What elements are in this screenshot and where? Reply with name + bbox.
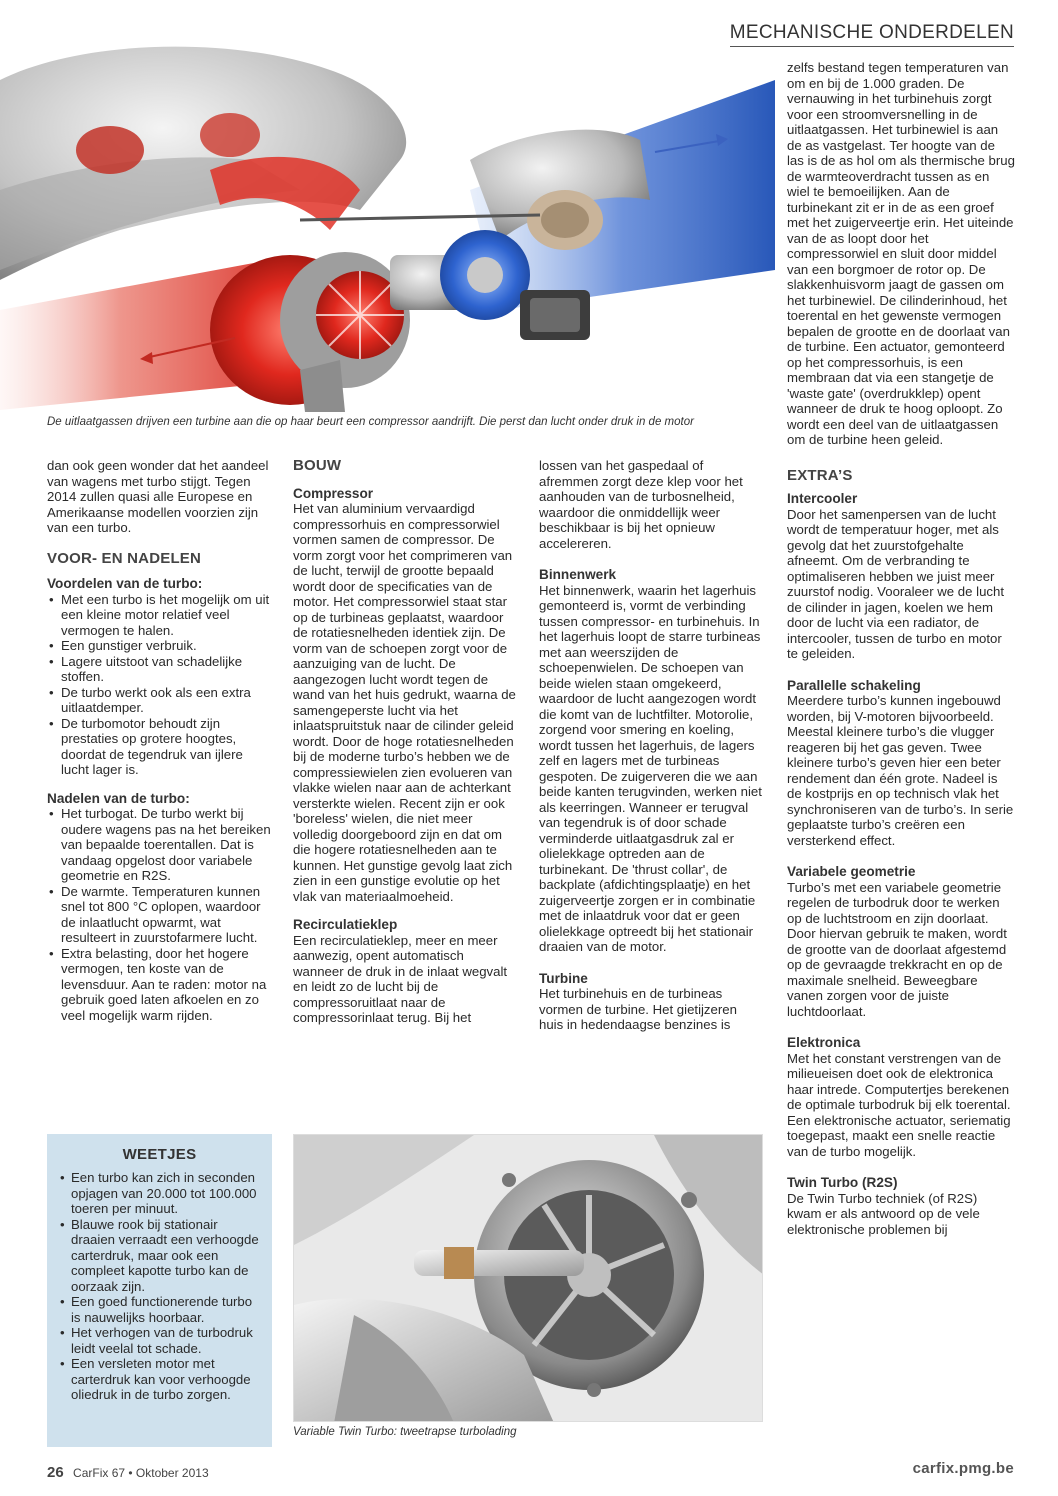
weetjes-title: WEETJES: [122, 1146, 197, 1163]
figure1-caption: De uitlaatgassen drijven een turbine aan die op haar beurt een compressor aandrijft. Die perst dan lucht onder druk in de motor: [47, 416, 694, 428]
list-item: • Met een turbo is het mogelijk om uit een kleine motor relatief veel vermogen te halen.: [47, 592, 272, 639]
list-item: • De turbomotor behoudt zijn prestaties op grotere hoogtes, doordat de tegendruk van ijlere lucht lager is.: [47, 716, 272, 778]
binnenwerk-text: Het binnenwerk, waarin het lagerhuis gemonteerd is, vormt de verbinding tussen compressor- en turbinehuis. In het lagerhuis loopt de starre turbineas met aan weerszijden de schoepenwielen. De schoepen van beide wielen staan omgekeerd, waardoor de lucht aangezogen wordt die komt van de luchtfilter. Motorolie, zorgend voor smering en koeling, wordt tussen het lagerhuis, de lagers zelf en lagers met de turbineas gespoten. De zuigerveren die we aan beide kanten terugvinden, werken niet als keerringen. Wanneer er terugval van tegendruk is of door schade verminderde uitlaatgasdruk zal er olielekkage optreden aan de turbinekant. De 'thrust collar', de backplate (afdichtingsplaatje) en het zuigerveertje zorgen er in combinatie met de inlaatdruk voor dat er geen olielekkage optreedt bij het stationair draaien van de motor.: [539, 582, 762, 954]
vargeo-title: Variabele geometrie: [787, 864, 916, 879]
list-item: • Extra belasting, door het hogere vermogen, ten koste van de levensduur. Aan te raden: motor na gebruik goed laten afkoelen en zo veel mogelijk warm rijden.: [47, 946, 272, 1024]
page-number: 26: [47, 1464, 64, 1481]
elektronica-title: Elektronica: [787, 1035, 861, 1050]
list-item: • Lagere uitstoot van schadelijke stoffen.: [47, 654, 272, 685]
figure2-caption: Variable Twin Turbo: tweetrapse turbolading: [293, 1426, 517, 1438]
turbine-title: Turbine: [539, 970, 588, 986]
heading-bouw: BOUW: [293, 457, 342, 474]
weetjes-box: [47, 1134, 272, 1447]
column-2: [293, 458, 518, 1026]
column-4: [787, 60, 1015, 1237]
recirc-title: Recirculatieklep: [293, 917, 398, 932]
vargeo-text: Turbo’s met een variabele geometrie regelen de turbodruk door te werken op de luchtstroom en zijn doorlaat. Door hiervan gebruik te maken, wordt de grootte van de doorlaat afgestemd op de gevraagde trekkracht en op de maximale snelheid. Beweegbare vanen zorgen voor de juiste luchtdoorlaat.: [787, 879, 1007, 1019]
heading-extras: EXTRA’S: [787, 466, 853, 484]
weetjes-list: [59, 1170, 260, 1403]
binnenwerk-title: Binnenwerk: [539, 567, 617, 582]
list-item: • Het verhogen van de turbodruk leidt veelal tot schade.: [59, 1325, 260, 1356]
list-item: • Een gunstiger verbruik.: [47, 638, 272, 654]
col1-intro: dan ook geen wonder dat het aandeel van wagens met turbo stijgt. Tegen 2014 zullen quasi alle Europese en Amerikaanse modellen voorzien zijn van een turbo.: [47, 458, 269, 535]
cons-title: Nadelen van de turbo:: [47, 790, 190, 806]
compressor-text: Het van aluminium vervaardigd compressorhuis en compressorwiel vormen samen de compressor. De vorm zorgt voor het comprimeren van de lucht, terwijl de grootte bepaald wordt door de specificaties van de motor. Het compressorwiel staat star op de turbineas geplaatst, waardoor de rotatiesnelheden identiek zijn. De vorm van de schoepen zorgt voor de aanzuiging van de lucht. De aangezogen lucht wordt tegen de wand van het huis gedrukt, waarna de samengeperste lucht via het inlaatspruitstuk naar de cilinder geleid wordt. Door de hoge rotatiesnelheden bij de moderne turbo’s hebben we de compressiewielen zien evolueren van vlakke wielen naar aan de achterkant versterkte wielen. Recent zijn er ook 'boreless' wielen, die niet meer volledig doorgeboord zijn en dat om die hogere rotatiesnelheden aan te kunnen. Het gunstige gevolg laat zich zien in een gunstige evolutie op het vlak van materiaalmoeheid.: [293, 501, 516, 904]
heading-voor-en-nadelen: VOOR- EN NADELEN: [47, 549, 202, 567]
intercooler-title: Intercooler: [787, 491, 858, 506]
column-1: [47, 458, 272, 1023]
footer-left: [47, 1464, 209, 1481]
turbine-text: Het turbinehuis en de turbineas vormen de turbine. Het gietijzeren huis in hedendaagse benzines is: [539, 986, 737, 1032]
list-item: • Blauwe rook bij stationair draaien verraadt een verhoogde carterdruk, maar ook een compleet kapotte turbo kan de oorzaak zijn.: [59, 1217, 260, 1295]
list-item: • Een turbo kan zich in seconden opjagen van 20.000 tot 100.000 toeren per minuut.: [59, 1170, 260, 1217]
section-title: MECHANISCHE ONDERDELEN: [730, 22, 1014, 47]
twin-turbo-title: Twin Turbo (R2S): [787, 1175, 898, 1190]
website-link[interactable]: carfix.pmg.be: [912, 1460, 1014, 1477]
list-item: • Een versleten motor met carterdruk kan voor verhoogde oliedruk in de turbo zorgen.: [59, 1356, 260, 1403]
list-item: • Een goed functionerende turbo is nauwelijks hoorbaar.: [59, 1294, 260, 1325]
recirc-text: Een recirculatieklep, meer en meer aanwezig, opent automatisch wanneer de druk in de inlaat wegvalt en leidt zo de lucht bij de compressoruitlaat naar de compressorinlaat terug. Bij het: [293, 932, 508, 1025]
twin-turbo-cutaway-photo: [293, 1134, 763, 1422]
intercooler-text: Door het samenpersen van de lucht wordt de temperatuur hoger, met als gevolg dat het zuurstofgehalte afneemt. Om de verbranding te optimaliseren hebben we juist meer zuurstof nodig. Vooraleer we de lucht de cilinder in jagen, koelen we hem door de lucht via een radiator, de intercooler, tussen de turbo en motor te geleiden.: [787, 506, 1004, 661]
pros-list: [47, 592, 272, 778]
list-item: • De turbo werkt ook als een extra uitlaatdemper.: [47, 685, 272, 716]
list-item: • Het turbogat. De turbo werkt bij oudere wagens pas na het bereiken van bepaalde toerentallen. Dat is vandaag opgelost door variabele geometrie en R2S.: [47, 806, 272, 884]
col4-intro: zelfs bestand tegen temperaturen van om en bij de 1.000 graden. De vernauwing in het turbinehuis zorgt voor een stroomversnelling in de uitlaatgassen. Het turbinewiel is aan de as vastgelast. Ter hoogte van de las is de as hol om als thermische brug de warmteoverdracht tussen as en wiel te bemoeilijken. Aan de turbinekant zit er in de as een groef met het zuigerveertje erin. Het uiteinde van de as loopt door het compressorwiel en sluit door middel van een borgmoer de rotor op. De slakkenhuisvorm jaagt de gassen om het turbinewiel. De cilinderinhoud, het toerental en het gewenste vermogen bepalen de grootte en de doorlaat van de turbine. Een actuator, gemonteerd op het compressorhuis, is een membraan dat via een stangetje de 'waste gate' (overdrukklep) opent wanneer de druk te hoog oploopt. Zo wordt een deel van de uitlaatgassen om de turbine heen geleid.: [787, 60, 1015, 447]
compressor-title: Compressor: [293, 485, 374, 501]
twin-turbo-text: De Twin Turbo techniek (of R2S) kwam er als antwoord op de vele elektronische problemen bij: [787, 1190, 980, 1237]
cons-list: [47, 806, 272, 1023]
parallel-title: Parallelle schakeling: [787, 677, 921, 693]
col3-intro: lossen van het gaspedaal of afremmen zorgt deze klep voor het aanhouden van de turbosnelheid, waardoor die onmiddellijk weer beschikbaar is bij het opnieuw accelereren.: [539, 458, 743, 551]
column-3: [539, 458, 764, 1033]
issue-info: CarFix 67 • Oktober 2013: [73, 1466, 209, 1480]
list-item: • De warmte. Temperaturen kunnen snel tot 800 °C oplopen, waardoor de inlaatlucht opwarmt, wat resulteert in zuurstofarmere lucht.: [47, 884, 272, 946]
elektronica-text: Met het constant verstrengen van de milieueisen doet ook de elektronica haar intrede. Computertjes berekenen de optimale turbodruk bij elk toerental. Een elektronische actuator, seriematig toegepast, maakt een snelle reactie van de turbo mogelijk.: [787, 1050, 1011, 1159]
pros-title: Voordelen van de turbo:: [47, 576, 203, 591]
parallel-text: Meerdere turbo’s kunnen ingebouwd worden, bij V-motoren bijvoorbeeld. Meestal kleinere turbo’s die vlugger reageren bij het gas geven. Twee kleinere turbo’s geven hier een beter rendement dan één grote. Nadeel is de kostprijs en op technisch vlak het synchroniseren van de turbo’s. In serie geplaatste turbo’s creëren een versterkend effect.: [787, 693, 1014, 848]
turbo-cutaway-illustration: [0, 40, 775, 412]
